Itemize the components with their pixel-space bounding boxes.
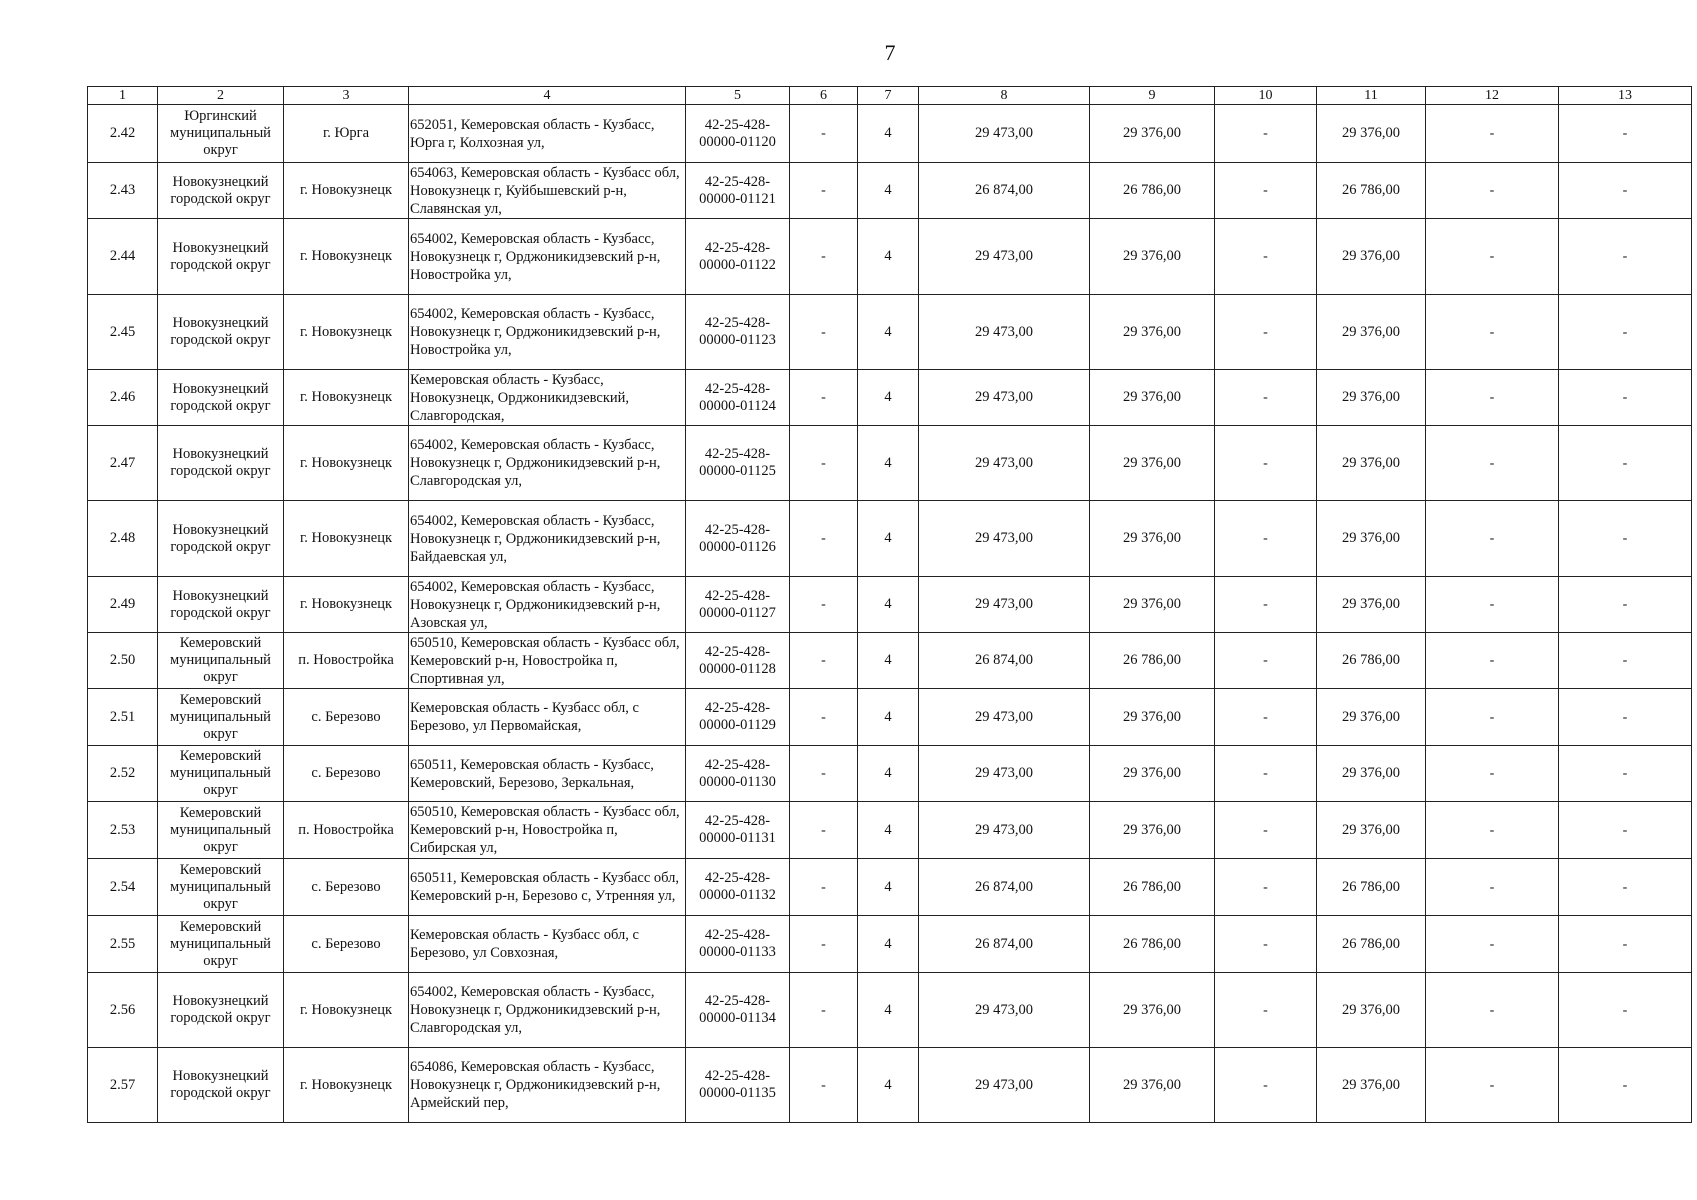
row-number-cell: 2.49 [88,577,158,633]
col-9-value-cell: 29 376,00 [1090,295,1215,370]
table-row [88,426,1692,501]
col-10-value-cell: - [1215,973,1317,1048]
col-9-value-cell: 29 376,00 [1090,370,1215,426]
table-body [88,105,1692,1123]
col-9-value-cell: 26 786,00 [1090,916,1215,973]
col-9-value-cell: 26 786,00 [1090,163,1215,219]
col-7-value-cell: 4 [858,426,919,501]
municipality-cell: Новокузнецкий городской округ [158,577,284,633]
settlement-cell: с. Березово [284,916,409,973]
col-11-value-cell: 26 786,00 [1317,859,1426,916]
col-13-value-cell: - [1559,746,1692,802]
row-number-cell: 2.55 [88,916,158,973]
col-10-value-cell: - [1215,577,1317,633]
col-13-value-cell: - [1559,916,1692,973]
col-13-value-cell: - [1559,426,1692,501]
column-header: 10 [1215,87,1317,105]
col-13-value-cell: - [1559,973,1692,1048]
col-13-value-cell: - [1559,295,1692,370]
col-11-value-cell: 29 376,00 [1317,973,1426,1048]
table-row [88,633,1692,689]
col-8-value-cell: 29 473,00 [919,1048,1090,1123]
col-12-value-cell: - [1426,577,1559,633]
col-6-value-cell: - [790,633,858,689]
col-8-value-cell: 26 874,00 [919,633,1090,689]
col-8-value-cell: 26 874,00 [919,916,1090,973]
municipality-cell: Кемеровский муниципальный округ [158,802,284,859]
col-13-value-cell: - [1559,802,1692,859]
object-code-cell: 42-25-428-00000-01122 [686,219,790,295]
col-12-value-cell: - [1426,859,1559,916]
object-code-cell: 42-25-428-00000-01121 [686,163,790,219]
address-cell: Кемеровская область - Кузбасс обл, с Березово, ул Совхозная, [409,916,686,973]
col-10-value-cell: - [1215,859,1317,916]
object-code-cell: 42-25-428-00000-01126 [686,501,790,577]
col-7-value-cell: 4 [858,370,919,426]
col-6-value-cell: - [790,426,858,501]
col-9-value-cell: 26 786,00 [1090,859,1215,916]
col-7-value-cell: 4 [858,105,919,163]
column-header: 6 [790,87,858,105]
col-12-value-cell: - [1426,105,1559,163]
column-header: 12 [1426,87,1559,105]
municipality-cell: Новокузнецкий городской округ [158,163,284,219]
settlement-cell: г. Новокузнецк [284,163,409,219]
municipality-cell: Новокузнецкий городской округ [158,370,284,426]
col-9-value-cell: 29 376,00 [1090,219,1215,295]
table-row [88,859,1692,916]
row-number-cell: 2.45 [88,295,158,370]
col-12-value-cell: - [1426,973,1559,1048]
address-cell: 654002, Кемеровская область - Кузбасс, Новокузнецк г, Орджоникидзевский р-н, Азовская ул, [409,577,686,633]
municipality-cell: Юргинский муниципальный округ [158,105,284,163]
col-8-value-cell: 29 473,00 [919,577,1090,633]
col-7-value-cell: 4 [858,295,919,370]
col-8-value-cell: 29 473,00 [919,973,1090,1048]
settlement-cell: г. Новокузнецк [284,501,409,577]
col-6-value-cell: - [790,219,858,295]
column-header: 9 [1090,87,1215,105]
address-cell: 650511, Кемеровская область - Кузбасс обл, Кемеровский р-н, Березово с, Утренняя ул, [409,859,686,916]
col-8-value-cell: 29 473,00 [919,105,1090,163]
col-10-value-cell: - [1215,426,1317,501]
col-9-value-cell: 29 376,00 [1090,689,1215,746]
col-10-value-cell: - [1215,105,1317,163]
col-10-value-cell: - [1215,501,1317,577]
col-8-value-cell: 29 473,00 [919,370,1090,426]
col-6-value-cell: - [790,916,858,973]
column-header: 1 [88,87,158,105]
address-cell: 654002, Кемеровская область - Кузбасс, Новокузнецк г, Орджоникидзевский р-н, Байдаевская ул, [409,501,686,577]
col-9-value-cell: 29 376,00 [1090,746,1215,802]
settlement-cell: с. Березово [284,859,409,916]
col-12-value-cell: - [1426,426,1559,501]
table-row [88,916,1692,973]
col-13-value-cell: - [1559,689,1692,746]
col-10-value-cell: - [1215,163,1317,219]
address-cell: 650510, Кемеровская область - Кузбасс обл, Кемеровский р-н, Новостройка п, Сибирская ул, [409,802,686,859]
col-6-value-cell: - [790,802,858,859]
table-row [88,370,1692,426]
object-code-cell: 42-25-428-00000-01134 [686,973,790,1048]
table-row [88,1048,1692,1123]
col-7-value-cell: 4 [858,219,919,295]
table-row [88,973,1692,1048]
col-9-value-cell: 29 376,00 [1090,105,1215,163]
address-cell: 652051, Кемеровская область - Кузбасс, Юрга г, Колхозная ул, [409,105,686,163]
col-11-value-cell: 26 786,00 [1317,633,1426,689]
col-7-value-cell: 4 [858,163,919,219]
object-code-cell: 42-25-428-00000-01129 [686,689,790,746]
address-cell: 654002, Кемеровская область - Кузбасс, Новокузнецк г, Орджоникидзевский р-н, Новостройка ул, [409,295,686,370]
settlement-cell: г. Новокузнецк [284,1048,409,1123]
col-9-value-cell: 29 376,00 [1090,1048,1215,1123]
col-8-value-cell: 26 874,00 [919,163,1090,219]
table-row [88,105,1692,163]
column-header: 7 [858,87,919,105]
col-11-value-cell: 29 376,00 [1317,689,1426,746]
column-header: 5 [686,87,790,105]
col-9-value-cell: 29 376,00 [1090,501,1215,577]
col-8-value-cell: 29 473,00 [919,295,1090,370]
col-13-value-cell: - [1559,501,1692,577]
row-number-cell: 2.52 [88,746,158,802]
tariff-table [87,86,1692,1123]
col-11-value-cell: 29 376,00 [1317,219,1426,295]
settlement-cell: г. Новокузнецк [284,295,409,370]
row-number-cell: 2.57 [88,1048,158,1123]
col-7-value-cell: 4 [858,633,919,689]
col-10-value-cell: - [1215,219,1317,295]
address-cell: Кемеровская область - Кузбасс, Новокузнецк, Орджоникидзевский, Славгородская, [409,370,686,426]
municipality-cell: Новокузнецкий городской округ [158,1048,284,1123]
table-row [88,219,1692,295]
col-11-value-cell: 29 376,00 [1317,577,1426,633]
municipality-cell: Новокузнецкий городской округ [158,426,284,501]
col-11-value-cell: 29 376,00 [1317,426,1426,501]
address-cell: 650511, Кемеровская область - Кузбасс, Кемеровский, Березово, Зеркальная, [409,746,686,802]
object-code-cell: 42-25-428-00000-01133 [686,916,790,973]
row-number-cell: 2.44 [88,219,158,295]
col-11-value-cell: 29 376,00 [1317,802,1426,859]
row-number-cell: 2.47 [88,426,158,501]
col-6-value-cell: - [790,973,858,1048]
col-6-value-cell: - [790,163,858,219]
col-12-value-cell: - [1426,501,1559,577]
col-6-value-cell: - [790,501,858,577]
col-7-value-cell: 4 [858,802,919,859]
municipality-cell: Кемеровский муниципальный округ [158,689,284,746]
settlement-cell: г. Новокузнецк [284,426,409,501]
address-cell: 654002, Кемеровская область - Кузбасс, Новокузнецк г, Орджоникидзевский р-н, Славгородская ул, [409,973,686,1048]
col-8-value-cell: 29 473,00 [919,746,1090,802]
col-6-value-cell: - [790,746,858,802]
table-header [88,87,1692,105]
address-cell: 654002, Кемеровская область - Кузбасс, Новокузнецк г, Орджоникидзевский р-н, Новостройка ул, [409,219,686,295]
settlement-cell: г. Юрга [284,105,409,163]
col-12-value-cell: - [1426,916,1559,973]
column-header: 2 [158,87,284,105]
municipality-cell: Новокузнецкий городской округ [158,501,284,577]
col-13-value-cell: - [1559,577,1692,633]
row-number-cell: 2.48 [88,501,158,577]
table-row [88,689,1692,746]
object-code-cell: 42-25-428-00000-01132 [686,859,790,916]
settlement-cell: г. Новокузнецк [284,219,409,295]
col-6-value-cell: - [790,295,858,370]
col-11-value-cell: 26 786,00 [1317,916,1426,973]
table-row [88,746,1692,802]
col-13-value-cell: - [1559,370,1692,426]
object-code-cell: 42-25-428-00000-01131 [686,802,790,859]
object-code-cell: 42-25-428-00000-01125 [686,426,790,501]
column-header: 11 [1317,87,1426,105]
col-10-value-cell: - [1215,746,1317,802]
object-code-cell: 42-25-428-00000-01128 [686,633,790,689]
col-10-value-cell: - [1215,802,1317,859]
col-8-value-cell: 29 473,00 [919,802,1090,859]
col-12-value-cell: - [1426,295,1559,370]
col-9-value-cell: 26 786,00 [1090,633,1215,689]
col-13-value-cell: - [1559,163,1692,219]
col-9-value-cell: 29 376,00 [1090,577,1215,633]
row-number-cell: 2.54 [88,859,158,916]
column-header: 13 [1559,87,1692,105]
address-cell: 654002, Кемеровская область - Кузбасс, Новокузнецк г, Орджоникидзевский р-н, Славгородская ул, [409,426,686,501]
object-code-cell: 42-25-428-00000-01130 [686,746,790,802]
col-10-value-cell: - [1215,916,1317,973]
col-12-value-cell: - [1426,746,1559,802]
row-number-cell: 2.51 [88,689,158,746]
municipality-cell: Кемеровский муниципальный округ [158,633,284,689]
table-row [88,802,1692,859]
row-number-cell: 2.46 [88,370,158,426]
page-number: 7 [884,40,896,65]
col-8-value-cell: 29 473,00 [919,426,1090,501]
object-code-cell: 42-25-428-00000-01135 [686,1048,790,1123]
header-row [88,87,1692,105]
column-header: 3 [284,87,409,105]
address-cell: 654063, Кемеровская область - Кузбасс обл, Новокузнецк г, Куйбышевский р-н, Славянская ул, [409,163,686,219]
address-cell: Кемеровская область - Кузбасс обл, с Березово, ул Первомайская, [409,689,686,746]
row-number-cell: 2.43 [88,163,158,219]
col-11-value-cell: 29 376,00 [1317,746,1426,802]
municipality-cell: Кемеровский муниципальный округ [158,916,284,973]
col-7-value-cell: 4 [858,973,919,1048]
col-11-value-cell: 26 786,00 [1317,163,1426,219]
address-cell: 654086, Кемеровская область - Кузбасс, Новокузнецк г, Орджоникидзевский р-н, Армейский пер, [409,1048,686,1123]
column-header: 8 [919,87,1090,105]
settlement-cell: п. Новостройка [284,802,409,859]
table-row [88,577,1692,633]
col-6-value-cell: - [790,859,858,916]
col-8-value-cell: 29 473,00 [919,219,1090,295]
object-code-cell: 42-25-428-00000-01127 [686,577,790,633]
col-12-value-cell: - [1426,802,1559,859]
col-8-value-cell: 29 473,00 [919,689,1090,746]
col-9-value-cell: 29 376,00 [1090,973,1215,1048]
col-11-value-cell: 29 376,00 [1317,295,1426,370]
settlement-cell: г. Новокузнецк [284,577,409,633]
col-10-value-cell: - [1215,370,1317,426]
col-7-value-cell: 4 [858,1048,919,1123]
col-8-value-cell: 29 473,00 [919,501,1090,577]
col-7-value-cell: 4 [858,746,919,802]
col-7-value-cell: 4 [858,689,919,746]
table-row [88,501,1692,577]
col-10-value-cell: - [1215,295,1317,370]
settlement-cell: г. Новокузнецк [284,973,409,1048]
col-12-value-cell: - [1426,689,1559,746]
col-6-value-cell: - [790,689,858,746]
col-13-value-cell: - [1559,859,1692,916]
table-row [88,163,1692,219]
col-6-value-cell: - [790,105,858,163]
municipality-cell: Новокузнецкий городской округ [158,295,284,370]
row-number-cell: 2.50 [88,633,158,689]
col-6-value-cell: - [790,1048,858,1123]
col-12-value-cell: - [1426,219,1559,295]
col-10-value-cell: - [1215,633,1317,689]
object-code-cell: 42-25-428-00000-01123 [686,295,790,370]
settlement-cell: г. Новокузнецк [284,370,409,426]
col-12-value-cell: - [1426,1048,1559,1123]
municipality-cell: Новокузнецкий городской округ [158,973,284,1048]
col-9-value-cell: 29 376,00 [1090,426,1215,501]
settlement-cell: с. Березово [284,746,409,802]
object-code-cell: 42-25-428-00000-01124 [686,370,790,426]
settlement-cell: п. Новостройка [284,633,409,689]
object-code-cell: 42-25-428-00000-01120 [686,105,790,163]
col-9-value-cell: 29 376,00 [1090,802,1215,859]
col-12-value-cell: - [1426,163,1559,219]
col-11-value-cell: 29 376,00 [1317,501,1426,577]
row-number-cell: 2.56 [88,973,158,1048]
col-13-value-cell: - [1559,105,1692,163]
col-8-value-cell: 26 874,00 [919,859,1090,916]
municipality-cell: Кемеровский муниципальный округ [158,859,284,916]
col-11-value-cell: 29 376,00 [1317,1048,1426,1123]
col-7-value-cell: 4 [858,859,919,916]
row-number-cell: 2.53 [88,802,158,859]
col-7-value-cell: 4 [858,501,919,577]
col-7-value-cell: 4 [858,577,919,633]
col-12-value-cell: - [1426,370,1559,426]
col-13-value-cell: - [1559,633,1692,689]
settlement-cell: с. Березово [284,689,409,746]
municipality-cell: Новокузнецкий городской округ [158,219,284,295]
address-cell: 650510, Кемеровская область - Кузбасс обл, Кемеровский р-н, Новостройка п, Спортивная ул, [409,633,686,689]
row-number-cell: 2.42 [88,105,158,163]
col-11-value-cell: 29 376,00 [1317,105,1426,163]
col-7-value-cell: 4 [858,916,919,973]
col-13-value-cell: - [1559,219,1692,295]
col-6-value-cell: - [790,370,858,426]
table-row [88,295,1692,370]
col-10-value-cell: - [1215,1048,1317,1123]
col-11-value-cell: 29 376,00 [1317,370,1426,426]
column-header: 4 [409,87,686,105]
col-6-value-cell: - [790,577,858,633]
col-12-value-cell: - [1426,633,1559,689]
col-10-value-cell: - [1215,689,1317,746]
col-13-value-cell: - [1559,1048,1692,1123]
municipality-cell: Кемеровский муниципальный округ [158,746,284,802]
